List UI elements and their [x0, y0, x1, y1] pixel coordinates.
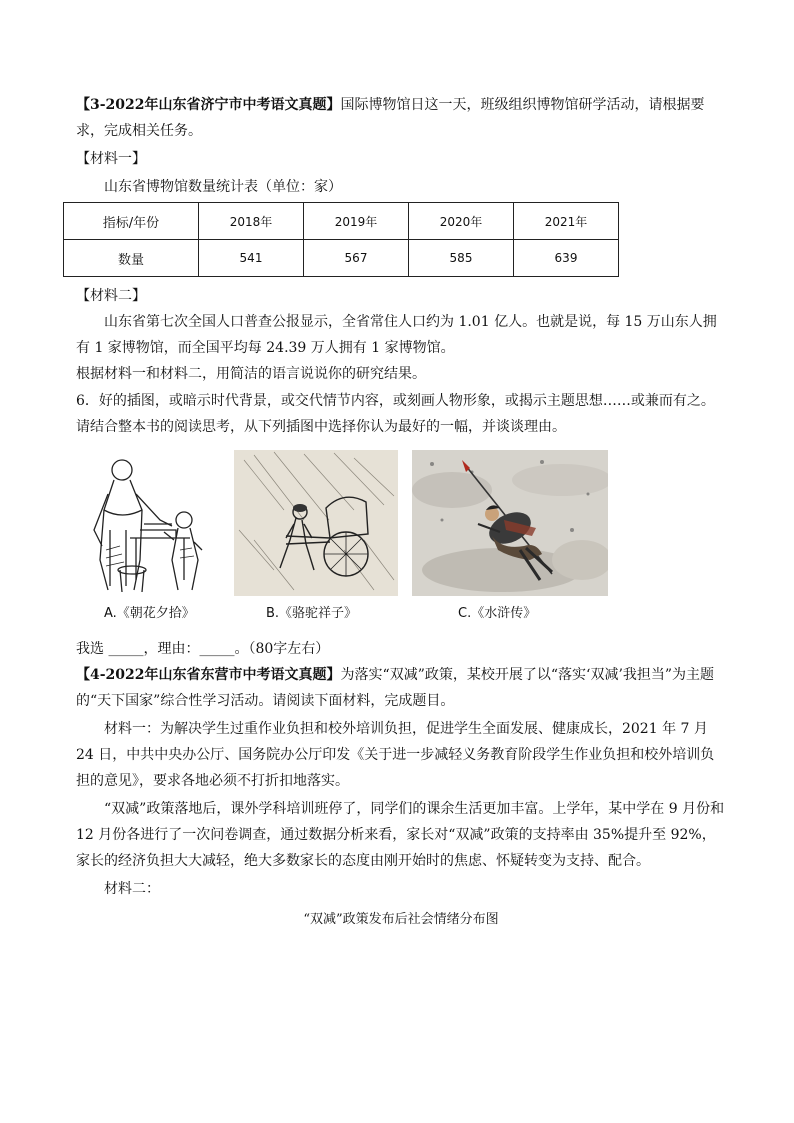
q3-intro-text: 国际博物馆日这一天，班级组织博物馆研学活动，请根据要求，完成相关任务。 [76, 97, 705, 139]
q4-material1: 材料一：为解决学生过重作业负担和校外培训负担，促进学生全面发展、健康成长，2021 年 7 月 24 日，中共中央办公厅、国务院办公厅印发《关于进一步减轻义务教育阶段学生作业负担和校外培训负担的意见》，要求各地必须不打折扣地落实。 [76, 721, 715, 789]
illustration-b [234, 450, 398, 596]
q3-material1-label: 【材料一】 [76, 151, 146, 167]
answer-prefix: 我选 [76, 641, 104, 657]
answer-blank-choice[interactable]: _____ [108, 641, 144, 657]
caption-c: C.《水浒传》 [458, 606, 537, 621]
table-value-cell: 541 [199, 240, 304, 277]
illustration-a [80, 450, 214, 596]
answer-suffix: 。（80字左右） [234, 641, 330, 657]
table-row-label: 数量 [64, 240, 199, 277]
q3-task: 根据材料一和材料二，用简洁的语言说说你的研究结果。 [76, 366, 426, 382]
teacher-student-sketch-icon [80, 450, 214, 596]
q4-intro-text: 为落实“双减”政策，某校开展了以“落实‘双减’我担当”为主题的“天下国家”综合性学习活动。请阅读下面材料，完成题目。 [76, 667, 715, 709]
answer-mid: ，理由： [143, 641, 200, 657]
q6-text: 6．好的插图，或暗示时代背景，或交代情节内容，或刻画人物形象，或揭示主题思想……或兼而有之。请结合整本书的阅读思考，从下列插图中选择你认为最好的一幅，并谈谈理由。 [76, 393, 715, 435]
table-header-row [64, 203, 619, 240]
caption-a: A.《朝花夕拾》 [104, 606, 195, 621]
q4-chart-title: “双减”政策发布后社会情绪分布图 [303, 912, 499, 927]
q3-material2-label: 【材料二】 [76, 288, 146, 304]
q4-source: 【4-2022年山东省东营市中考语文真题】 [76, 667, 341, 683]
q6-answer-line [76, 636, 726, 662]
rickshaw-sketch-icon [234, 450, 398, 596]
table-value-cell: 567 [304, 240, 409, 277]
q3-table-title: 山东省博物馆数量统计表（单位：家） [104, 179, 342, 195]
q4-intro [76, 662, 726, 714]
q3-intro [76, 92, 726, 144]
q3-source: 【3-2022年山东省济宁市中考语文真题】 [76, 97, 341, 113]
warrior-painting-icon [412, 450, 608, 596]
table-row [64, 240, 619, 277]
caption-b: B.《骆驼祥子》 [266, 606, 358, 621]
table-year-cell: 2018年 [199, 203, 304, 240]
table-year-cell: 2019年 [304, 203, 409, 240]
museum-stats-table [63, 202, 619, 277]
q4-material1-continued: “双减”政策落地后，课外学科培训班停了，同学们的课余生活更加丰富。上学年，某中学在 9 月份和 12 月份各进行了一次问卷调查，通过数据分析来看，家长对“双减”政策的支持率由 35%提升至 92%，家长的经济负担大大减轻，绝大多数家长的态度由刚开始时的焦虑、怀疑转变为支持、配合。 [76, 801, 725, 869]
illustration-c [412, 450, 608, 596]
table-value-cell: 639 [514, 240, 619, 277]
q4-material2-label: 材料二： [104, 881, 160, 897]
answer-blank-reason[interactable]: _____ [199, 641, 235, 657]
table-year-cell: 2021年 [514, 203, 619, 240]
table-year-cell: 2020年 [409, 203, 514, 240]
table-value-cell: 585 [409, 240, 514, 277]
q3-material2-text: 山东省第七次全国人口普查公报显示，全省常住人口约为 1.01 亿人。也就是说，每 15 万山东人拥有 1 家博物馆，而全国平均每 24.39 万人拥有 1 家博物馆。 [76, 314, 717, 356]
table-header-label: 指标/年份 [64, 203, 199, 240]
